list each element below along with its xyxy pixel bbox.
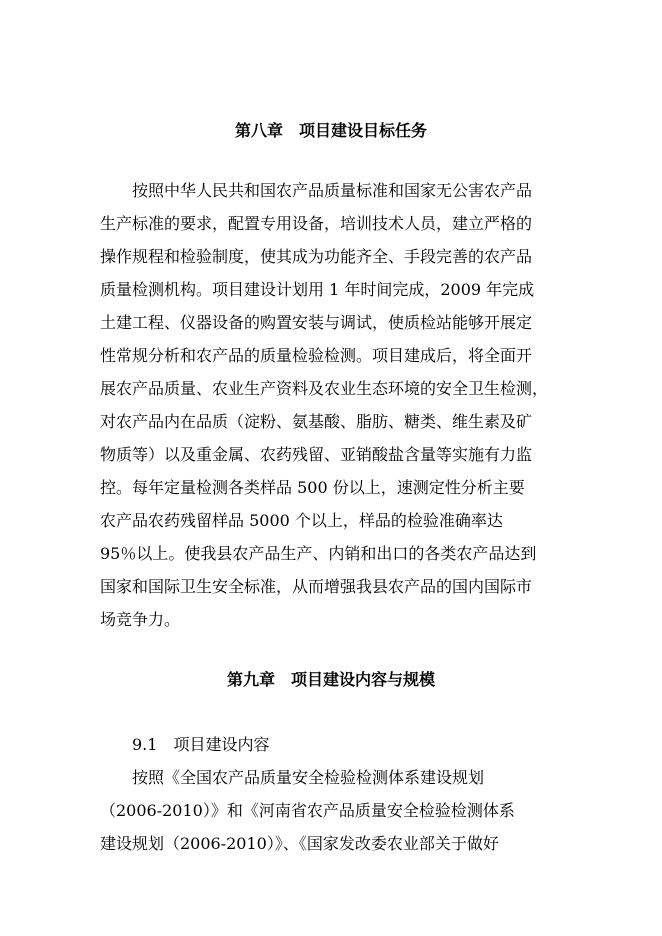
paragraph-line: 物质等）以及重金属、农药残留、亚销酸盐含量等实施有力监 (100, 445, 533, 464)
paragraph-line: 性常规分析和农产品的质量检验检测。项目建成后，将全面开 (100, 346, 533, 365)
paragraph-line: 按照《全国农产品质量安全检验检测体系建设规划 (100, 768, 485, 787)
paragraph-line: 农产品农药残留样品 5000 个以上，样品的检验准确率达 (100, 511, 503, 530)
section-heading-9-1: 9.1 项目建设内容 (100, 735, 270, 754)
paragraph-line: 按照中华人民共和国农产品质量标准和国家无公害农产品 (100, 181, 533, 200)
paragraph-line: 95％以上。使我县农产品生产、内销和出口的各类农产品达到 (100, 544, 537, 563)
paragraph-line: 展农产品质量、农业生产资料及农业生态环境的安全卫生检测， (100, 379, 549, 398)
paragraph-line: 对农产品内在品质（淀粉、氨基酸、脂肪、糖类、维生素及矿 (100, 412, 533, 431)
chapter-9-paragraph (100, 728, 600, 860)
paragraph-line: 土建工程、仪器设备的购置安装与调试，使质检站能够开展定 (100, 313, 533, 332)
paragraph-line: 质量检测机构。项目建设计划用 1 年时间完成，2009 年完成 (100, 280, 535, 299)
paragraph-line: 操作规程和检验制度，使其成为功能齐全、手段完善的农产品 (100, 247, 533, 266)
paragraph-line: 建设规划（2006-2010）》、《国家发改委农业部关于做好 (100, 834, 499, 853)
chapter-9-title: 第九章 项目建设内容与规模 (226, 670, 435, 689)
chapter-8-paragraph (100, 174, 600, 636)
paragraph-line: 国家和国际卫生安全标准，从而增强我县农产品的国内国际市 (100, 577, 533, 596)
paragraph-line: （2006-2010）》和《河南省农产品质量安全检验检测体系 (100, 801, 515, 820)
chapter-8-title: 第八章 项目建设目标任务 (234, 121, 427, 140)
paragraph-line: 控。每年定量检测各类样品 500 份以上，速测定性分析主要 (100, 478, 525, 497)
paragraph-line: 场竞争力。 (100, 610, 181, 629)
paragraph-line: 生产标准的要求，配置专用设备，培训技术人员，建立严格的 (100, 214, 533, 233)
